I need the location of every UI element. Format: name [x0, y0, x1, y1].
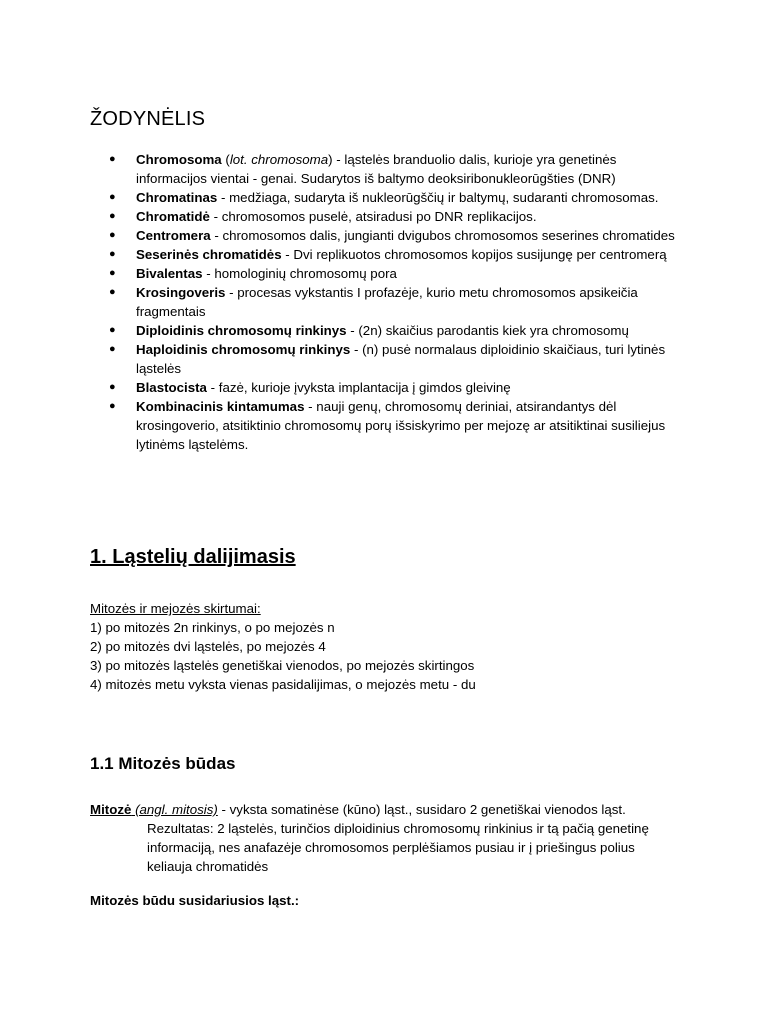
- definition-desc: - vyksta somatinėse (kūno) ląst., susidaro 2 genetiškai vienodos ląst.: [217, 802, 626, 817]
- glossary-item: [90, 226, 690, 245]
- glossary-desc: - Dvi replikuotos chromosomos kopijos susijungę per centromerą: [281, 247, 667, 262]
- glossary-desc: - chromosomos dalis, jungianti dvigubos chromosomos seserines chromatides: [210, 228, 675, 243]
- glossary-latin: lot. chromosoma: [229, 152, 329, 167]
- glossary-paren-open: (: [221, 152, 230, 167]
- glossary-desc: - chromosomos puselė, atsiradusi po DNR replikacijos.: [209, 209, 537, 224]
- mitosis-definition: [90, 800, 670, 876]
- definition-result: Rezultatas: 2 ląstelės, turinčios diploidinius chromosomų rinkinius ir tą pačią genetinę informaciją, nes anafazėje chromosomos perplėšiamos pusiau ir į priešingus polius keliauja chromatidės: [147, 821, 649, 874]
- glossary-item: [90, 378, 690, 397]
- definition-latin: angl. mitosis): [139, 802, 218, 817]
- glossary-item: [90, 188, 690, 207]
- glossary-desc: - procesas vykstantis I profazėje, kurio metu chromosomos apsikeičia fragmentais: [136, 285, 638, 319]
- glossary-item: [90, 150, 690, 188]
- glossary-item: [90, 264, 690, 283]
- definition-term: Mitozė: [90, 802, 132, 817]
- glossary-list: [90, 150, 690, 454]
- cells-heading: Mitozės būdu susidariusios ląst.:: [90, 893, 300, 908]
- glossary-desc: - ląstelės branduolio dalis, kurioje yra genetinės informacijos vientai - genai. Sudarytos iš baltymo deoksiribonukleorūgšties (DNR): [136, 152, 617, 186]
- glossary-term: Chromatinas: [136, 190, 218, 205]
- glossary-title: ŽODYNĖLIS: [90, 108, 206, 130]
- glossary-item: [90, 283, 690, 321]
- glossary-term: Chromosoma: [136, 152, 222, 167]
- glossary-term: Diploidinis chromosomų rinkinys: [136, 323, 347, 338]
- glossary-desc: - (n) pusė normalaus diploidinio skaičiaus, turi lytinės ląstelės: [136, 342, 666, 376]
- glossary-item: [90, 340, 690, 378]
- glossary-term: Centromera: [136, 228, 211, 243]
- glossary-item: [90, 245, 690, 264]
- definition-paren: (: [131, 802, 140, 817]
- glossary-item: [90, 397, 690, 454]
- definition-line: [90, 800, 670, 819]
- glossary-term: Haploidinis chromosomų rinkinys: [136, 342, 351, 357]
- glossary-item: [90, 207, 690, 226]
- glossary-desc: - homologinių chromosomų pora: [202, 266, 397, 281]
- glossary-term: Bivalentas: [136, 266, 203, 281]
- difference-line: 3) po mitozės ląstelės genetiškai vienodos, po mejozės skirtingos: [90, 658, 475, 673]
- glossary-item: [90, 321, 690, 340]
- difference-line: 2) po mitozės dvi ląstelės, po mejozės 4: [90, 639, 326, 654]
- glossary-term: Seserinės chromatidės: [136, 247, 282, 262]
- differences-block: [90, 599, 710, 694]
- difference-line: 1) po mitozės 2n rinkinys, o po mejozės n: [90, 620, 335, 635]
- glossary-desc: - fazė, kurioje įvyksta implantacija į gimdos gleivinę: [206, 380, 511, 395]
- glossary-desc: - (2n) skaičius parodantis kiek yra chromosomų: [346, 323, 629, 338]
- glossary-term: Blastocista: [136, 380, 207, 395]
- subsection-heading: 1.1 Mitozės būdas: [90, 754, 236, 773]
- glossary-desc: - medžiaga, sudaryta iš nukleorūgščių ir baltymų, sudaranti chromosomas.: [217, 190, 659, 205]
- section-heading: 1. Ląstelių dalijimasis: [90, 546, 296, 568]
- differences-title: Mitozės ir mejozės skirtumai:: [90, 601, 261, 616]
- glossary-term: Krosingoveris: [136, 285, 226, 300]
- difference-line: 4) mitozės metu vyksta vienas pasidalijimas, o mejozės metu - du: [90, 677, 476, 692]
- glossary-paren-close: ): [328, 152, 333, 167]
- glossary-term: Chromatidė: [136, 209, 210, 224]
- glossary-desc: - nauji genų, chromosomų deriniai, atsirandantys dėl krosingoverio, atsitiktinio chromosomų porų išsiskyrimo per mejozę ar atsitiktinai susiliejus lytinėms ląstelėms.: [136, 399, 666, 452]
- glossary-term: Kombinacinis kintamumas: [136, 399, 305, 414]
